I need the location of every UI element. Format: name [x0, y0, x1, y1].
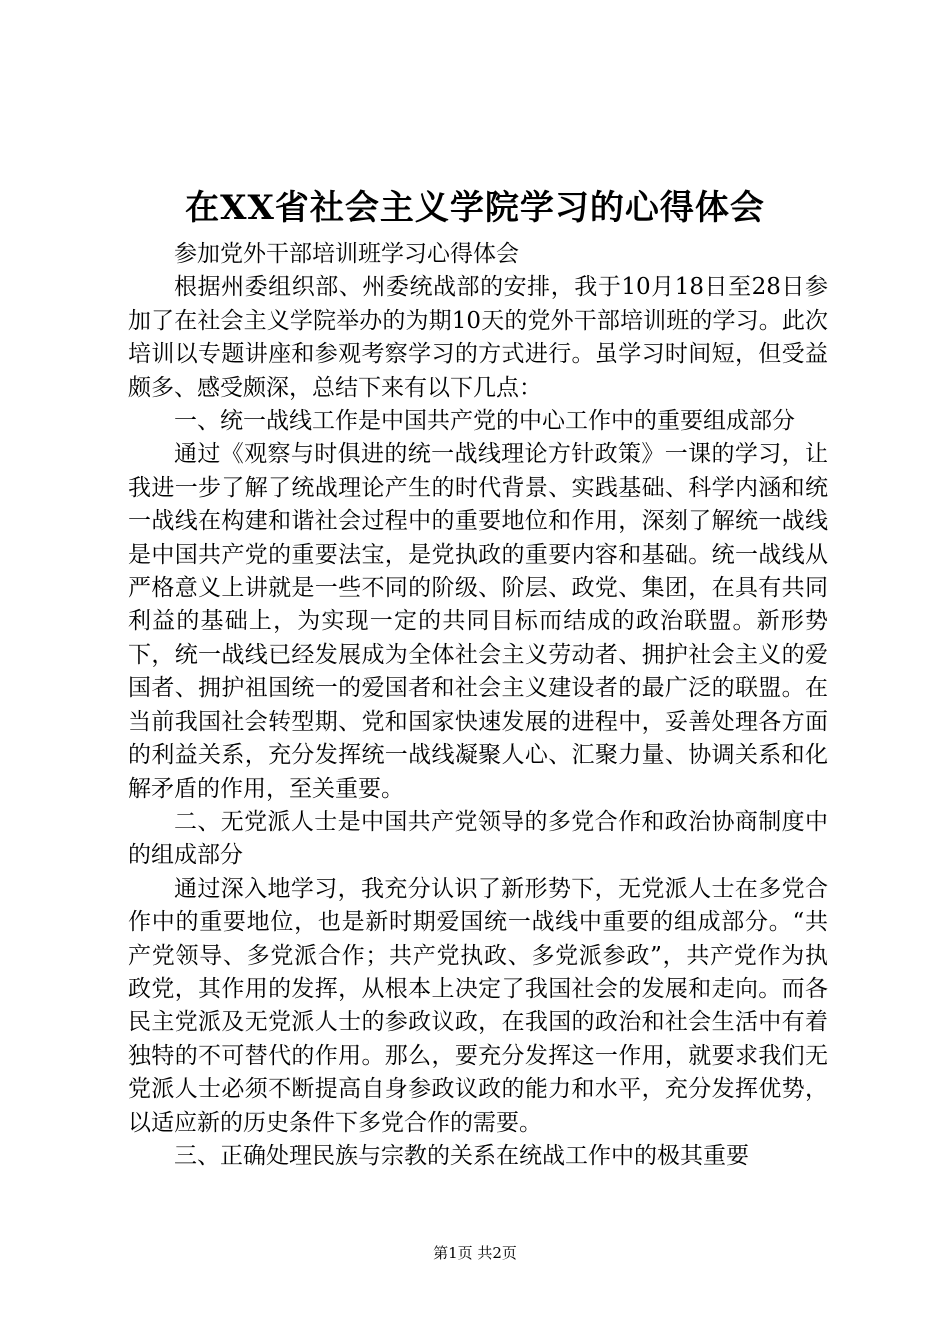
- section-heading-3: 三、正确处理民族与宗教的关系在统战工作中的极其重要: [174, 1142, 749, 1169]
- section-heading-2: 二、无党派人士是中国共产党领导的多党合作和政治协商制度中的组成部分: [128, 808, 828, 869]
- paragraph-intro: 根据州委组织部、州委统战部的安排，我于10月18日至28日参加了在社会主义学院举办的为期10天的党外干部培训班的学习。此次培训以专题讲座和参观考察学习的方式进行。虽学习时间短，但受益颇多、感受颇深，总结下来有以下几点：: [128, 274, 828, 401]
- document-body: [128, 238, 828, 1173]
- page-number-footer: 第1页 共2页: [433, 1244, 517, 1262]
- document-title: 在XX省社会主义学院学习的心得体会: [185, 188, 765, 228]
- paragraph-subtitle: 参加党外干部培训班学习心得体会: [174, 241, 519, 267]
- paragraph-section-2: 通过深入地学习，我充分认识了新形势下，无党派人士在多党合作中的重要地位，也是新时期爱国统一战线中重要的组成部分。“共产党领导、多党派合作；共产党执政、多党派参政”，共产党作为执政党，其作用的发挥，从根本上决定了我国社会的发展和走向。而各民主党派及无党派人士的参政议政，在我国的政治和社会生活中有着独特的不可替代的作用。那么，要充分发挥这一作用，就要求我们无党派人士必须不断提高自身参政议政的能力和水平，充分发挥优势，以适应新的历史条件下多党合作的需要。: [128, 875, 828, 1136]
- section-heading-1: 一、统一战线工作是中国共产党的中心工作中的重要组成部分: [174, 408, 795, 435]
- paragraph-section-1: 通过《观察与时俱进的统一战线理论方针政策》一课的学习，让我进一步了解了统战理论产生的时代背景、实践基础、科学内涵和统一战线在构建和谐社会过程中的重要地位和作用，深刻了解统一战线是中国共产党的重要法宝，是党执政的重要内容和基础。统一战线从严格意义上讲就是一些不同的阶级、阶层、政党、集团，在具有共同利益的基础上，为实现一定的共同目标而结成的政治联盟。新形势下，统一战线已经发展成为全体社会主义劳动者、拥护社会主义的爱国者、拥护祖国统一的爱国者和社会主义建设者的最广泛的联盟。在当前我国社会转型期、党和国家快速发展的进程中，妥善处理各方面的利益关系，充分发挥统一战线凝聚人心、汇聚力量、协调关系和化解矛盾的作用，至关重要。: [128, 441, 828, 802]
